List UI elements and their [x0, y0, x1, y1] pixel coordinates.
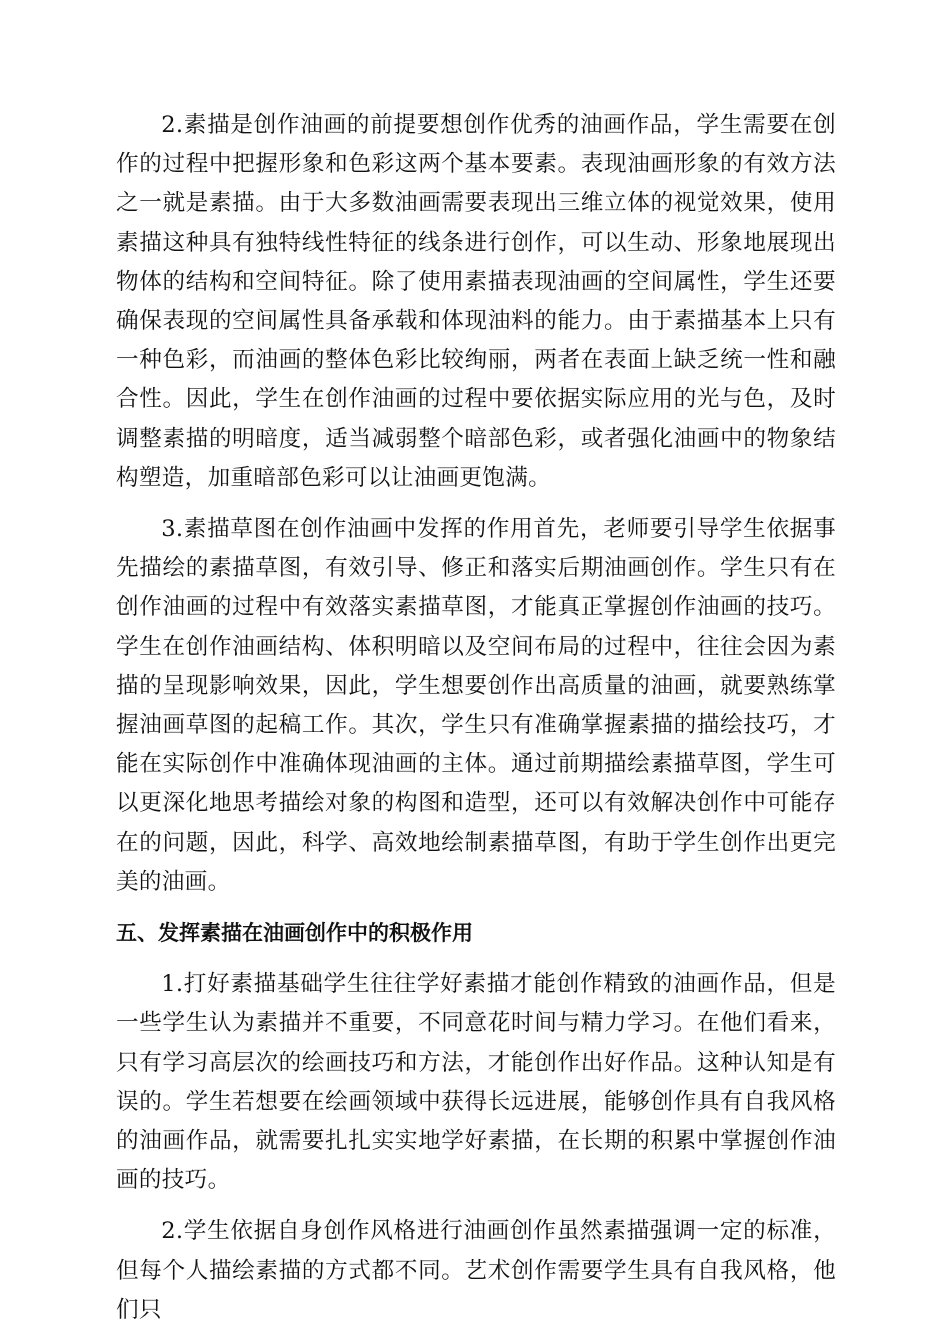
paragraph-personal-style: 2.学生依据自身创作风格进行油画创作虽然素描强调一定的标准，但每个人描绘素描的方式都不同。艺术创作需要学生具有自我风格，他们只	[116, 1218, 836, 1323]
document-page	[116, 106, 836, 1342]
paragraph-sketch-premise: 2.素描是创作油画的前提要想创作优秀的油画作品，学生需要在创作的过程中把握形象和色彩这两个基本要素。表现油画形象的有效方法之一就是素描。由于大多数油画需要表现出三维立体的视觉效果，使用素描这种具有独特线性特征的线条进行创作，可以生动、形象地展现出物体的结构和空间特征。除了使用素描表现油画的空间属性，学生还要确保表现的空间属性具备承载和体现油料的能力。由于素描基本上只有一种色彩，而油画的整体色彩比较绚丽，两者在表面上缺乏统一性和融合性。因此，学生在创作油画的过程中要依据实际应用的光与色，及时调整素描的明暗度，适当减弱整个暗部色彩，或者强化油画中的物象结构塑造，加重暗部色彩可以让油画更饱满。	[116, 112, 836, 491]
paragraph-sketch-draft-role: 3.素描草图在创作油画中发挥的作用首先，老师要引导学生依据事先描绘的素描草图，有效引导、修正和落实后期油画创作。学生只有在创作油画的过程中有效落实素描草图，才能真正掌握创作油画的技巧。学生在创作油画结构、体积明暗以及空间布局的过程中，往往会因为素描的呈现影响效果，因此，学生想要创作出高质量的油画，就要熟练掌握油画草图的起稿工作。其次，学生只有准确掌握素描的描绘技巧，才能在实际创作中准确体现油画的主体。通过前期描绘素描草图，学生可以更深化地思考描绘对象的构图和造型，还可以有效解决创作中可能存在的问题，因此，科学、高效地绘制素描草图，有助于学生创作出更完美的油画。	[116, 516, 836, 895]
section-heading: 五、发挥素描在油画创作中的积极作用	[116, 921, 473, 946]
paragraph-sketch-foundation: 1.打好素描基础学生往往学好素描才能创作精致的油画作品，但是一些学生认为素描并不重要，不同意花时间与精力学习。在他们看来，只有学习高层次的绘画技巧和方法，才能创作出好作品。这种认知是有误的。学生若想要在绘画领域中获得长远进展，能够创作具有自我风格的油画作品，就需要扎扎实实地学好素描，在长期的积累中掌握创作油画的技巧。	[116, 971, 836, 1194]
